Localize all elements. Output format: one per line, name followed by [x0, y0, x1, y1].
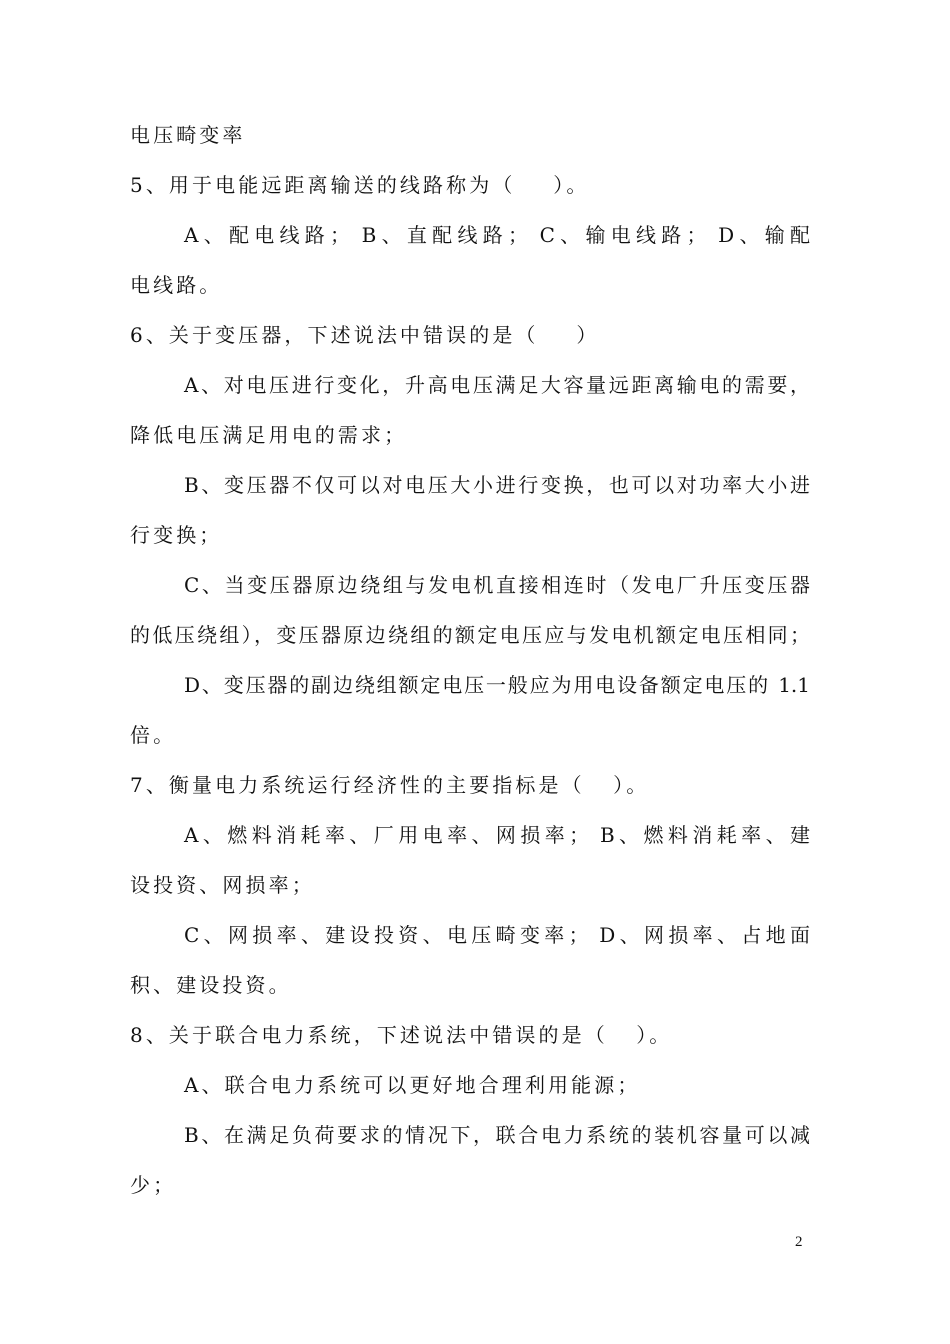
- question-5: 5、用于电能远距离输送的线路称为（ ）。: [130, 173, 590, 197]
- question-8-option-a: A、联合电力系统可以更好地合理利用能源；: [184, 1073, 641, 1097]
- question-8: 8、关于联合电力系统，下述说法中错误的是（ ）。: [130, 1023, 673, 1047]
- page-number: 2: [795, 1234, 803, 1250]
- text-line: 降低电压满足用电的需求；: [130, 423, 408, 447]
- question-6-option-b: B、变压器不仅可以对电压大小进行变换，也可以对功率大小进: [184, 473, 810, 497]
- question-7-options-ab: A、燃料消耗率、厂用电率、网损率； B、燃料消耗率、建: [184, 823, 810, 847]
- text-line: 少；: [130, 1173, 177, 1197]
- question-6-option-c: C、当变压器原边绕组与发电机直接相连时（发电厂升压变压器: [184, 573, 810, 597]
- question-7: 7、衡量电力系统运行经济性的主要指标是（ ）。: [130, 773, 650, 797]
- question-8-option-b: B、在满足负荷要求的情况下，联合电力系统的装机容量可以减: [184, 1123, 810, 1147]
- question-7-options-cd: C、网损率、建设投资、电压畸变率； D、网损率、占地面: [184, 923, 810, 947]
- question-5-options: A、配电线路； B、直配线路； C、输电线路； D、输配: [184, 223, 810, 247]
- text-line: 设投资、网损率；: [130, 873, 315, 897]
- question-6-option-d: D、变压器的副边绕组额定电压一般应为用电设备额定电压的 1.1: [184, 673, 810, 697]
- text-line: 行变换；: [130, 523, 223, 547]
- question-6: 6、关于变压器，下述说法中错误的是（ ）: [130, 323, 600, 347]
- text-line: 电线路。: [130, 273, 223, 297]
- question-6-option-a: A、对电压进行变化，升高电压满足大容量远距离输电的需要，: [184, 373, 810, 397]
- text-line: 积、建设投资。: [130, 973, 292, 997]
- text-line: 电压畸变率: [130, 123, 246, 147]
- text-line: 倍。: [130, 723, 177, 747]
- text-line: 的低压绕组），变压器原边绕组的额定电压应与发电机额定电压相同；: [130, 623, 810, 647]
